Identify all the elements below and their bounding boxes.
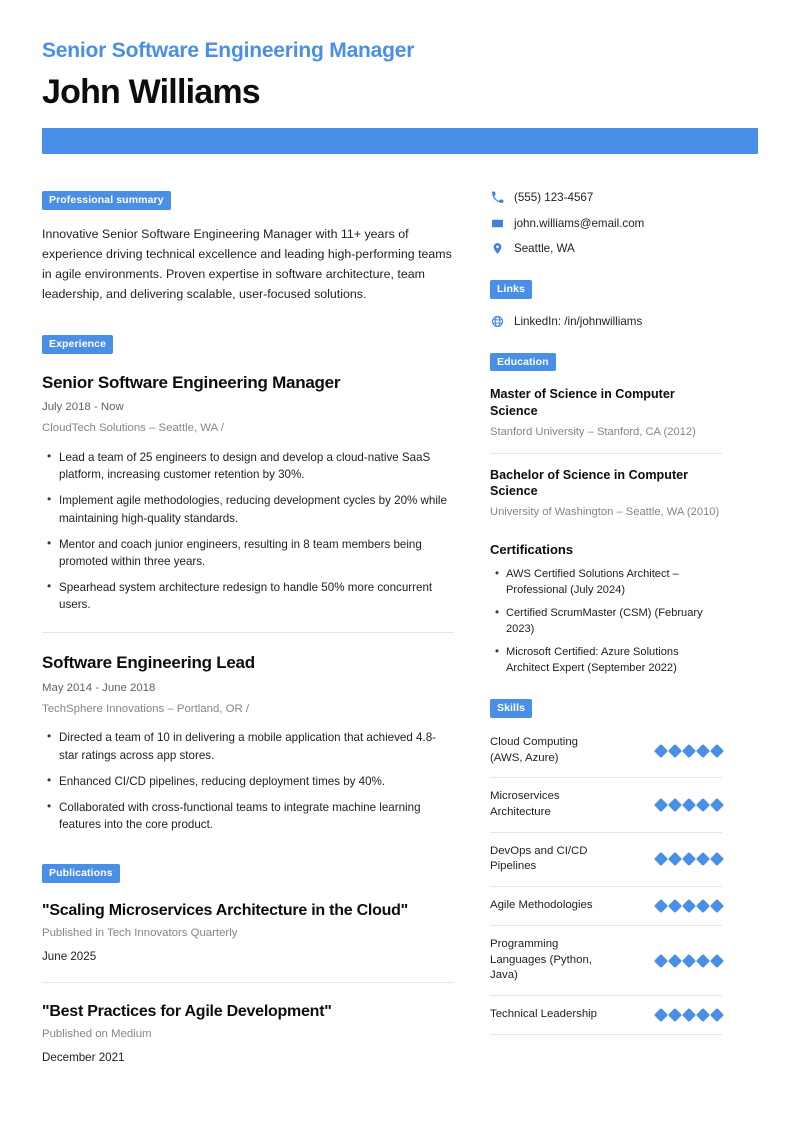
skill-diamond-icon [668,953,682,967]
skill-row [490,887,722,926]
experience-item [42,372,454,613]
skill-diamond-icon [682,953,696,967]
skill-diamond-icon [710,1008,724,1022]
education-item [490,386,722,439]
skill-diamond-icon [710,953,724,967]
globe-icon [490,315,505,328]
header-accent-bar [42,128,758,154]
contact-row-location[interactable] [490,241,722,257]
contact-location-text: Seattle, WA [514,241,575,255]
skill-row [490,926,722,996]
skill-diamond-icon [696,798,710,812]
badge-publications: Publications [42,864,120,883]
header-full-name: John Williams [42,73,260,112]
skill-diamond-icon [654,852,668,866]
skill-name: DevOps and CI/CD Pipelines [490,844,588,873]
experience-bullet: • Spearhead system architecture redesign to handle 50% more concurrent users. [42,579,454,613]
skill-name: Programming Languages (Python, Java) [490,937,592,982]
skill-diamond-icon [668,743,682,757]
section-education [490,352,722,520]
section-contacts [490,190,722,257]
publication-date: December 2021 [42,1050,125,1064]
badge-skills: Skills [490,699,532,718]
publication-item [42,901,454,963]
section-publications [42,863,454,1064]
skill-diamond-icon [668,852,682,866]
skill-name: Microservices Architecture [490,790,560,818]
skill-diamond-icon [668,899,682,913]
badge-experience: Experience [42,335,113,354]
section-links [490,279,722,330]
resume-body [42,190,758,1064]
certification-item: • Certified ScrumMaster (CSM) (February 2023) [490,606,722,637]
experience-bullet: • Directed a team of 10 in delivering a mobile application that achieved 4.8-star ratings across app stores. [42,729,454,763]
skill-rating [656,956,722,966]
skill-diamond-icon [654,1008,668,1022]
experience-bullet: • Collaborated with cross-functional teams to integrate machine learning features into the core product. [42,799,454,833]
skills-list [490,727,722,1035]
experience-company: TechSphere Innovations – Portland, OR / [42,702,250,715]
skill-diamond-icon [710,798,724,812]
right-column [490,190,722,1035]
skill-rating [656,1010,722,1020]
publication-title: "Best Practices for Agile Development" [42,1002,332,1020]
education-school: University of Washington – Seattle, WA (2010) [490,505,720,518]
header-job-title: Senior Software Engineering Manager [42,39,415,62]
location-pin-icon [490,242,505,255]
badge-education: Education [490,353,556,372]
certifications-list [490,567,722,676]
experience-bullet: • Mentor and coach junior engineers, resulting in 8 team members being promoted within three years. [42,536,454,570]
contact-row-email[interactable] [490,216,722,232]
publication-source: Published on Medium [42,1027,152,1040]
divider [42,632,454,633]
skill-diamond-icon [696,743,710,757]
envelope-icon [490,217,505,230]
skill-diamond-icon [682,798,696,812]
divider [490,453,722,454]
publication-source: Published in Tech Innovators Quarterly [42,926,238,939]
resume-header [42,38,758,154]
experience-bullet: • Lead a team of 25 engineers to design and develop a cloud-native SaaS platform, increasing customer retention by 30%. [42,449,454,483]
skill-diamond-icon [682,1008,696,1022]
experience-company: CloudTech Solutions – Seattle, WA / [42,422,224,435]
publication-item [42,1002,454,1064]
skill-diamond-icon [682,743,696,757]
experience-bullet: • Implement agile methodologies, reducing development cycles by 20% while maintaining high-quality standards. [42,492,454,526]
skill-diamond-icon [668,798,682,812]
skill-diamond-icon [682,899,696,913]
skill-row [490,833,722,887]
experience-bullets [42,449,454,613]
skill-rating [656,746,722,756]
skill-diamond-icon [682,852,696,866]
skill-diamond-icon [710,743,724,757]
publication-title: "Scaling Microservices Architecture in the Cloud" [42,901,408,919]
skill-name: Agile Methodologies [490,899,593,912]
publication-date: June 2025 [42,949,97,963]
left-column [42,190,490,1064]
skill-diamond-icon [710,852,724,866]
certification-item: • AWS Certified Solutions Architect – Professional (July 2024) [490,567,722,598]
skill-name: Technical Leadership [490,1008,598,1021]
skill-rating [656,854,722,864]
section-skills [490,698,722,1035]
skill-diamond-icon [696,1008,710,1022]
experience-title: Software Engineering Lead [42,653,255,673]
skill-diamond-icon [696,852,710,866]
experience-item [42,652,454,833]
badge-professional-summary: Professional summary [42,191,171,210]
experience-title: Senior Software Engineering Manager [42,372,341,392]
divider [42,982,454,983]
contact-phone-text: (555) 123-4567 [514,191,594,205]
link-row-linkedin[interactable] [490,314,722,330]
experience-bullet: • Enhanced CI/CD pipelines, reducing deployment times by 40%. [42,773,454,790]
experience-bullets [42,729,454,833]
skill-diamond-icon [696,899,710,913]
skill-name: Cloud Computing (AWS, Azure) [490,735,579,764]
experience-dates: May 2014 - June 2018 [42,681,156,694]
experience-dates: July 2018 - Now [42,401,124,414]
contact-email-text: john.williams@email.com [514,216,645,230]
skill-row [490,778,722,832]
skill-rating [656,901,722,911]
professional-summary-text: Innovative Senior Software Engineering Manager with 11+ years of experience driving technical excellence and leading high-performing teams in agile environments. Proven expertise in software architecture, team leadership, and delivering scalable, user-focused solutions. [42,226,452,302]
education-degree: Bachelor of Science in Computer Science [490,467,689,499]
skill-diamond-icon [654,899,668,913]
skill-diamond-icon [668,1008,682,1022]
skill-diamond-icon [710,899,724,913]
skill-diamond-icon [696,953,710,967]
section-experience [42,334,454,833]
skill-rating [656,800,722,810]
contact-row-phone[interactable] [490,190,722,206]
skill-diamond-icon [654,798,668,812]
education-degree: Master of Science in Computer Science [490,387,675,418]
section-certifications [490,542,722,676]
section-professional-summary [42,190,454,304]
skill-diamond-icon [654,743,668,757]
badge-links: Links [490,280,532,299]
link-linkedin-text: LinkedIn: /in/johnwilliams [514,314,643,328]
skill-row [490,727,722,778]
skill-row [490,996,722,1035]
phone-icon [490,191,505,204]
skill-diamond-icon [654,953,668,967]
certifications-heading: Certifications [490,542,574,557]
education-school: Stanford University – Stanford, CA (2012) [490,425,696,438]
certification-item: • Microsoft Certified: Azure Solutions Architect Expert (September 2022) [490,645,722,676]
education-item [490,467,722,520]
